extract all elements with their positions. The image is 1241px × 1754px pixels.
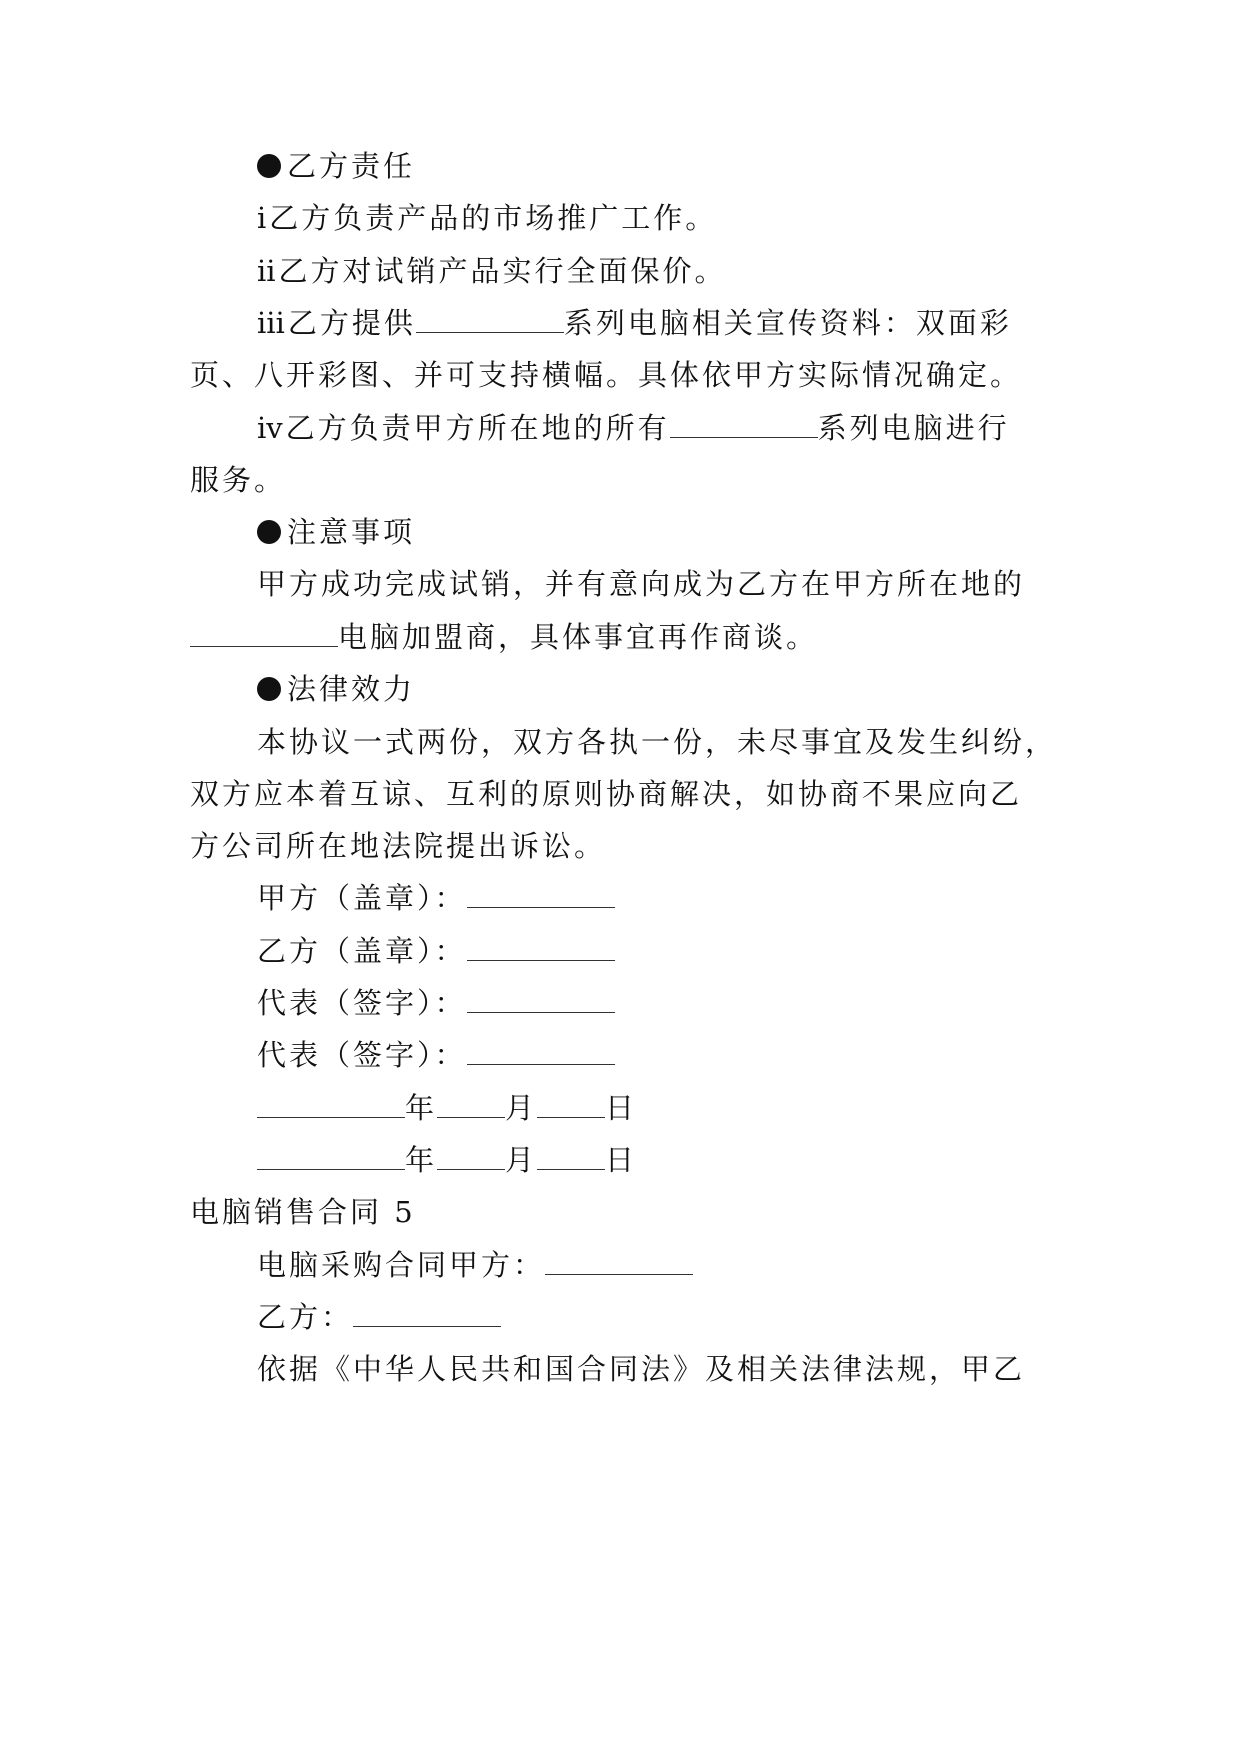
contract-5-title: 电脑销售合同 5 (190, 1195, 416, 1229)
legal-paragraph-line-1: 本协议一式两份，双方各执一份，未尽事宜及发生纠纷， (257, 725, 1058, 759)
fill-blank (670, 411, 818, 438)
legal-paragraph-line-3: 方公司所在地法院提出诉讼。 (190, 829, 607, 863)
signature-party-b: 乙方（盖章）： (257, 931, 1137, 971)
clause-item-1: ⅰ乙方负责产品的市场推广工作。 (257, 201, 718, 235)
legal-paragraph-line-2: 双方应本着互谅、互利的原则协商解决，如协商不果应向乙 (190, 777, 1023, 811)
fill-blank (257, 1143, 405, 1170)
notes-paragraph-line-1: 甲方成功完成试销，并有意向成为乙方在甲方所在地的 (257, 567, 1026, 601)
fill-blank (467, 1038, 615, 1065)
fill-blank (437, 1143, 505, 1170)
contract-5-basis-line: 依据《中华人民共和国合同法》及相关法律法规，甲乙 (257, 1352, 1026, 1386)
fill-blank (537, 1091, 605, 1118)
fill-blank (537, 1143, 605, 1170)
fill-blank (416, 306, 564, 333)
contract-5-party-a: 电脑采购合同甲方： (257, 1245, 1137, 1285)
fill-blank (190, 620, 338, 647)
fill-blank (353, 1300, 501, 1327)
fill-blank (467, 934, 615, 961)
section-heading-notes: 注意事项 (257, 512, 1137, 552)
date-line-1: 年 月 日 (257, 1088, 1137, 1128)
signature-rep-2: 代表（签字）： (257, 1035, 1137, 1075)
fill-blank (257, 1091, 405, 1118)
signature-rep-1: 代表（签字）： (257, 983, 1137, 1023)
clause-item-3-cont: 页、八开彩图、并可支持横幅。具体依甲方实际情况确定。 (190, 358, 1023, 392)
fill-blank (467, 986, 615, 1013)
signature-party-a: 甲方（盖章）： (257, 878, 1137, 918)
clause-item-4-cont: 服务。 (190, 463, 287, 497)
section-heading-yi-responsibility: 乙方责任 (257, 146, 1137, 186)
clause-item-4: ⅳ乙方负责甲方所在地的所有 系列电脑进行 (257, 411, 1010, 445)
fill-blank (467, 881, 615, 908)
bullet-icon (257, 154, 281, 178)
bullet-icon (257, 677, 281, 701)
notes-paragraph-line-2: 电脑加盟商，具体事宜再作商谈。 (190, 617, 1070, 657)
clause-item-3: ⅲ乙方提供 系列电脑相关宣传资料：双面彩 (257, 306, 1012, 340)
bullet-icon (257, 520, 281, 544)
clause-item-2: ⅱ乙方对试销产品实行全面保价。 (257, 254, 727, 288)
date-line-2: 年 月 日 (257, 1140, 1137, 1180)
fill-blank (545, 1248, 693, 1275)
contract-5-party-b: 乙方： (257, 1297, 1137, 1337)
section-heading-legal: 法律效力 (257, 669, 1137, 709)
fill-blank (437, 1091, 505, 1118)
